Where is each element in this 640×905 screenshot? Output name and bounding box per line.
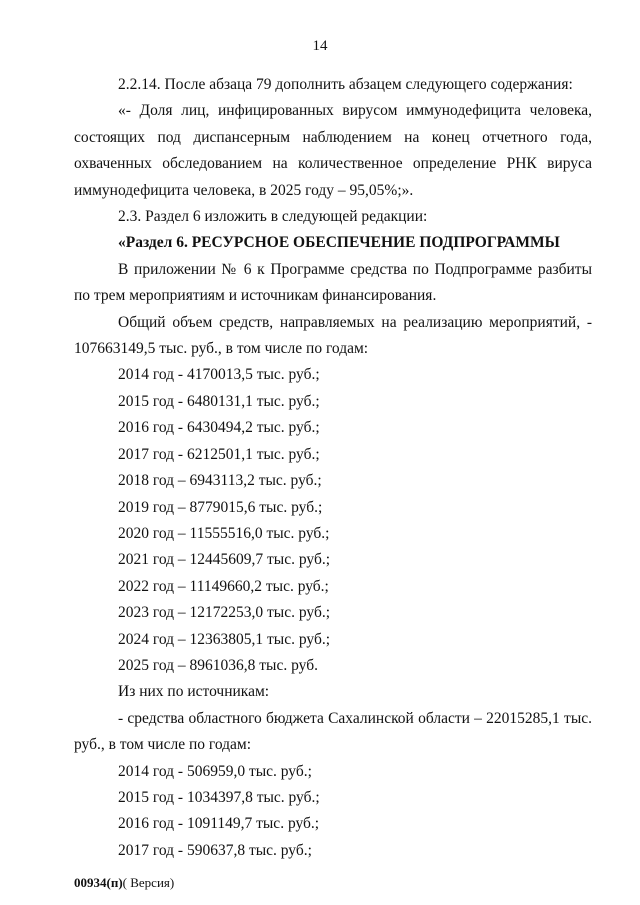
- document-footer: [74, 875, 174, 891]
- year-line: 2015 год - 6480131,1 тыс. руб.;: [118, 392, 320, 410]
- year-line: 2017 год - 590637,8 тыс. руб.;: [118, 841, 312, 859]
- section-heading: «Раздел 6. РЕСУРСНОЕ ОБЕСПЕЧЕНИЕ ПОДПРОГРАММЫ: [118, 234, 560, 252]
- year-line: 2025 год – 8961036,8 тыс. руб.: [118, 656, 318, 674]
- document-body: [74, 72, 592, 864]
- year-line: 2020 год – 11555516,0 тыс. руб.;: [118, 524, 330, 542]
- page-number: 14: [312, 38, 328, 54]
- year-line: 2016 год - 1091149,7 тыс. руб.;: [118, 815, 320, 833]
- year-line: 2021 год – 12445609,7 тыс. руб.;: [118, 551, 331, 569]
- year-line: 2014 год - 506959,0 тыс. руб.;: [118, 762, 312, 780]
- year-line: 2023 год – 12172253,0 тыс. руб.;: [118, 604, 331, 622]
- paragraph-total: Общий объем средств, направляемых на реализацию мероприятий, - 107663149,5 тыс. руб., в том числе по годам:: [74, 313, 592, 358]
- year-line: 2022 год – 11149660,2 тыс. руб.;: [118, 577, 329, 595]
- years-total-list: [74, 362, 592, 679]
- year-line: 2014 год - 4170013,5 тыс. руб.;: [118, 366, 320, 384]
- paragraph-2-2-14: 2.2.14. После абзаца 79 дополнить абзацем следующего содержания:: [118, 76, 573, 93]
- years-regional-list: [74, 759, 592, 865]
- footer-code: 00934(п): [74, 875, 123, 890]
- year-line: 2015 год - 1034397,8 тыс. руб.;: [118, 788, 320, 806]
- paragraph-regional-budget: - средства областного бюджета Сахалинской области – 22015285,1 тыс. руб., в том числе по годам:: [74, 709, 592, 754]
- year-line: 2017 год - 6212501,1 тыс. руб.;: [118, 445, 320, 463]
- footer-version: ( Версия): [122, 875, 175, 890]
- paragraph-2-3: 2.3. Раздел 6 изложить в следующей редакции:: [118, 208, 428, 226]
- year-line: 2024 год – 12363805,1 тыс. руб.;: [118, 630, 331, 648]
- year-line: 2016 год - 6430494,2 тыс. руб.;: [118, 419, 320, 437]
- year-line: 2019 год – 8779015,6 тыс. руб.;: [118, 498, 323, 516]
- year-line: 2018 год – 6943113,2 тыс. руб.;: [118, 472, 322, 490]
- paragraph-quote: «- Доля лиц, инфицированных вирусом иммунодефицита человека, состоящих под диспансерным наблюдением на конец отчетного года, охваченных обследованием на количественное определение РНК вируса иммунодефицита человека, в 2025 году – 95,05%;».: [74, 102, 592, 199]
- paragraph-appendix: В приложении № 6 к Программе средства по Подпрограмме разбиты по трем мероприятиям и источникам финансирования.: [74, 260, 592, 305]
- paragraph-sources: Из них по источникам:: [118, 683, 270, 701]
